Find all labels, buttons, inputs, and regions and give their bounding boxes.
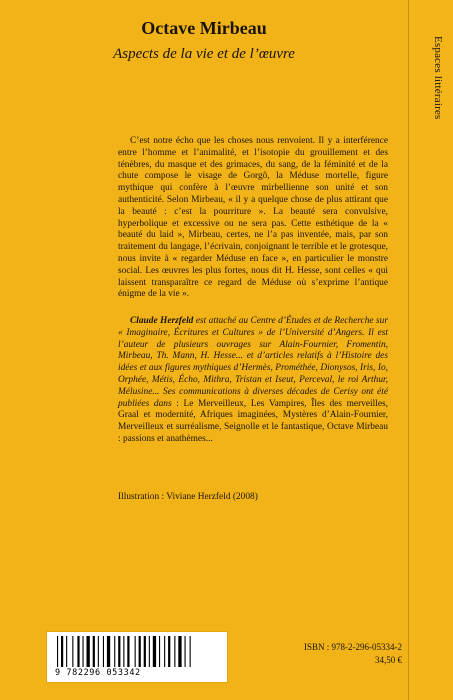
- isbn: ISBN : 978-2-296-05334-2: [304, 642, 402, 652]
- barcode-bar: [174, 636, 175, 667]
- barcode-bar: [57, 636, 58, 667]
- author-bio-italic: est attaché au Centre d’Études et de Recherche sur « Imaginaire, Écritures et Cultures » de l’Université d’Angers. Il est l’auteur de plusieurs ouvrages sur Alain-Fournier, Fromentin, Mirbeau, Th. Mann, H. Hesse... et d’articles relatifs à l’Histoire des idées et aux figures mythiques d’Hermès, Prométhée, Dionysos, Iris, Io, Orphée, Métis, Écho, Mithra, Tristan et Iseut, Perceval, le roi Arthur, Mélusine... Ses communications à diverses décades de Cerisy ont été publiées dans: [118, 316, 388, 409]
- barcode-bar: [77, 636, 79, 667]
- barcode-bar: [159, 636, 160, 667]
- series-label: Espaces littéraires: [432, 36, 444, 120]
- barcode-bar: [93, 636, 95, 667]
- book-title: Octave Mirbeau: [141, 18, 267, 38]
- barcode-bar: [139, 636, 141, 667]
- barcode-digits: 9 782296 053342: [55, 668, 141, 678]
- author-name: Claude Herzfeld: [130, 316, 194, 326]
- barcode-bar: [114, 636, 115, 667]
- back-cover-blurb: C’est notre écho que les choses nous renvoient. Il y a interférence entre l’homme et l’animalité, et l’isotopie du grouillement et des ténèbres, du masque et des grimaces, du sang, de la féminité et de la chute compose le visage de Gorgô, la Méduse mortelle, figure mythique qui confère à l’œuvre mirbellienne son unité et son authenticité. Selon Mirbeau, « il y a quelque chose de plus attirant que la beauté : c’est la pourriture ». La beauté sera convulsive, hyperbolique et excessive ou ne sera pas. Cette esthétique de la « beauté du laid », Mirbeau, certes, ne l’a pas inventée, mais, par son traitement du langage, l’écrivain, conjoignant le terrible et le grotesque, nous invite à « regarder Méduse en face », en particulier le monstre social. Les œuvres les plus fortes, nous dit H. Hesse, sont celles « qui laissent transparaître ce regard de Méduse où s’exprime l’antique énigme de la vie ».: [118, 136, 388, 300]
- author-bio: [118, 316, 388, 446]
- illustration-credit: Illustration : Viviane Herzfeld (2008): [118, 492, 258, 502]
- barcode-bar: [107, 636, 110, 667]
- barcode-bar: [72, 636, 73, 667]
- price: 34,50 €: [375, 655, 402, 665]
- barcode-bar: [185, 636, 186, 667]
- barcode-bar: [153, 636, 156, 667]
- barcode: [46, 631, 228, 683]
- barcode-bar: [149, 636, 150, 667]
- barcode-bar: [127, 636, 129, 667]
- barcode-bar: [164, 636, 165, 667]
- book-subtitle: Aspects de la vie et de l’œuvre: [113, 46, 295, 62]
- barcode-bars: [55, 636, 219, 668]
- book-spine: [408, 0, 453, 700]
- barcode-bar: [83, 636, 84, 667]
- barcode-bar: [61, 636, 63, 667]
- barcode-bar: [168, 636, 170, 667]
- barcode-bar: [178, 636, 181, 667]
- barcode-bar: [66, 636, 67, 667]
- barcode-bar: [135, 636, 136, 667]
- barcode-bar: [87, 636, 90, 667]
- author-bio-list: : Le Merveilleux, Les Vampires, Îles des merveilles, Graal et modernité, Afriques imaginées, Mystères d’Alain-Fournier, Merveilleux et surréalisme, Seignolle et le fantastique, Octave Mirbeau : passions et anathèmes...: [118, 398, 388, 444]
- barcode-bar: [123, 636, 124, 667]
- barcode-bar: [98, 636, 99, 667]
- barcode-bar: [103, 636, 104, 667]
- barcode-bar: [190, 636, 191, 667]
- barcode-bar: [118, 636, 120, 667]
- barcode-bar: [144, 636, 146, 667]
